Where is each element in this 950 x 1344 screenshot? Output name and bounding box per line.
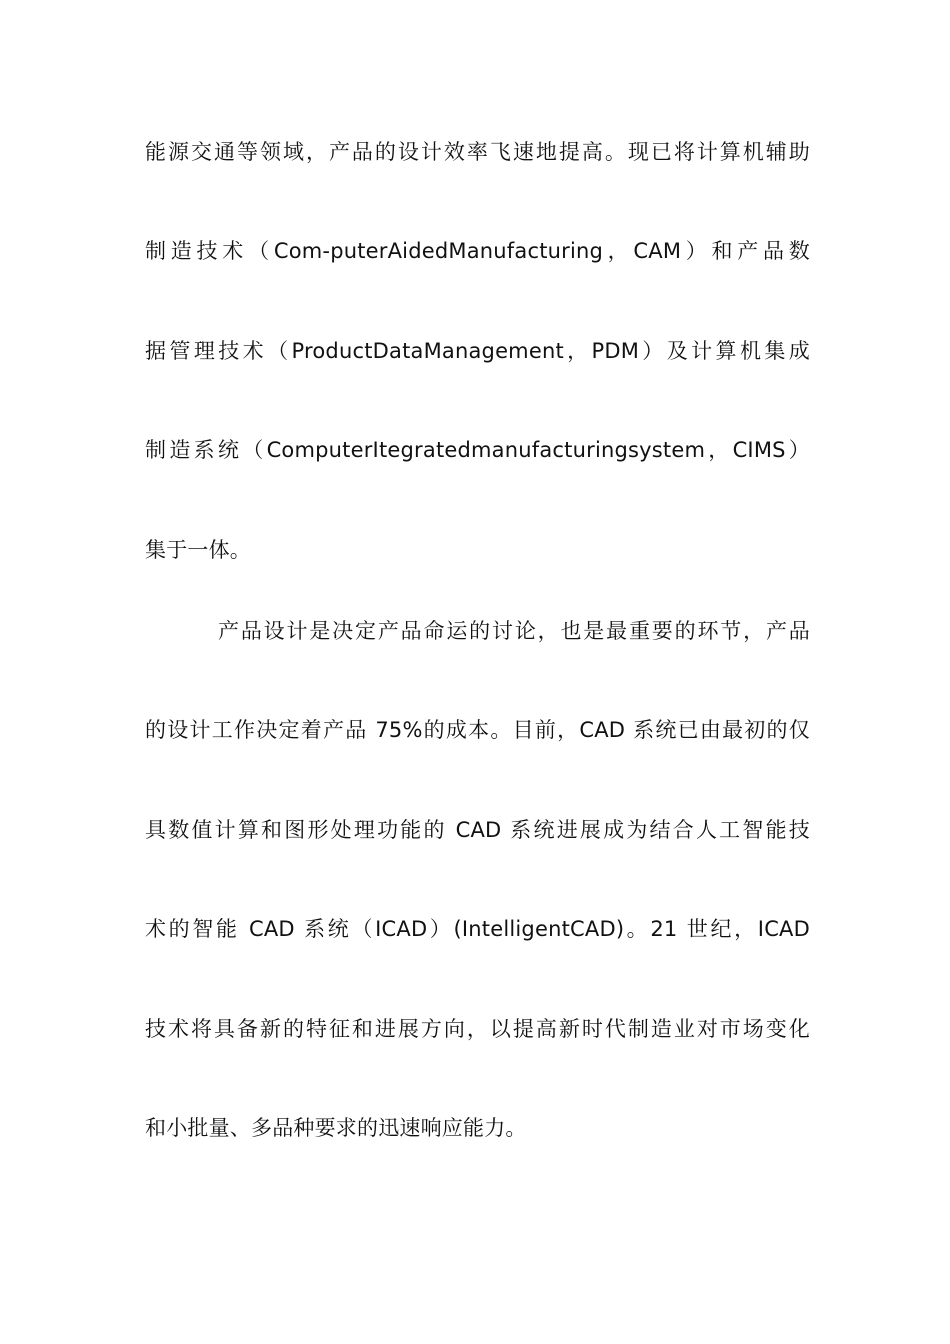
paragraph-line: 具数值计算和图形处理功能的 CAD 系统进展成为结合人工智能技 [145, 818, 810, 842]
paragraph-line: 产品设计是决定产品命运的讨论，也是最重要的环节，产品 [218, 619, 810, 643]
paragraph-line: 术的智能 CAD 系统（ICAD）(IntelligentCAD)。21 世纪，ICAD [145, 917, 810, 941]
paragraph-line: 集于一体。 [145, 538, 251, 562]
paragraph-line: 技术将具备新的特征和进展方向，以提高新时代制造业对市场变化 [145, 1017, 810, 1041]
paragraph-line: 能源交通等领域，产品的设计效率飞速地提高。现已将计算机辅助 [145, 140, 810, 164]
paragraph-line: 制造系统（ComputerItegratedmanufacturingsystem，CIMS） [145, 438, 810, 462]
paragraph-line: 和小批量、多品种要求的迅速响应能力。 [145, 1116, 527, 1140]
paragraph-line: 据管理技术（ProductDataManagement，PDM）及计算机集成 [145, 339, 810, 363]
paragraph-line: 制造技术（Com-puterAidedManufacturing，CAM）和产品数 [145, 239, 810, 263]
paragraph-line: 的设计工作决定着产品 75%的成本。目前，CAD 系统已由最初的仅 [145, 718, 810, 742]
